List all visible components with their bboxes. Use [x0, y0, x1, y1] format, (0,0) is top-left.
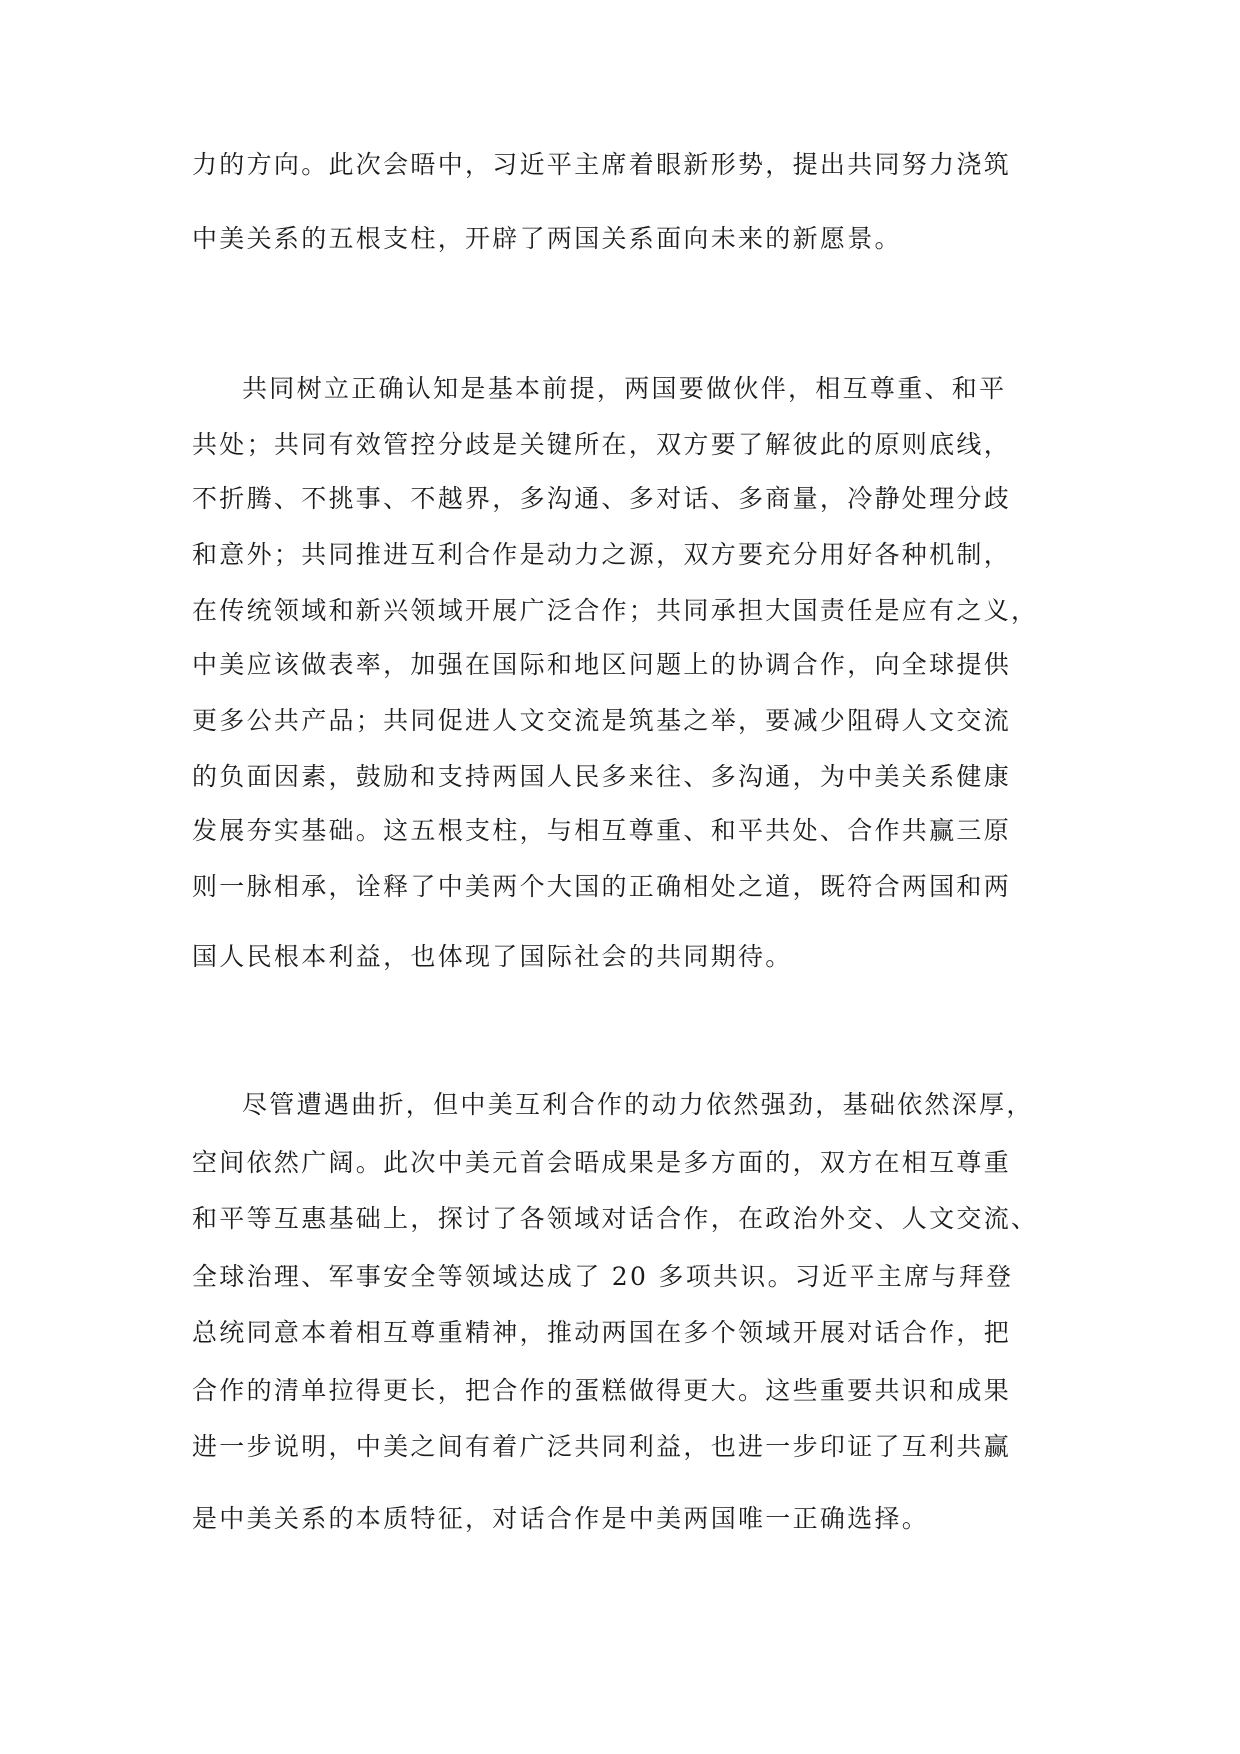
- text-line: 更多公共产品；共同促进人文交流是筑基之举，要减少阻碍人文交流: [192, 706, 1012, 735]
- text-line: 是中美关系的本质特征，对话合作是中美两国唯一正确选择。: [192, 1504, 930, 1533]
- text-line: 中美应该做表率，加强在国际和地区问题上的协调合作，向全球提供: [192, 650, 1012, 679]
- text-line: 发展夯实基础。这五根支柱，与相互尊重、和平共处、合作共赢三原: [192, 816, 1012, 845]
- text-line: 则一脉相承，诠释了中美两个大国的正确相处之道，既符合两国和两: [192, 872, 1012, 901]
- text-line: 空间依然广阔。此次中美元首会晤成果是多方面的，双方在相互尊重: [192, 1148, 1012, 1177]
- text-line: 共同树立正确认知是基本前提，两国要做伙伴，相互尊重、和平: [242, 374, 1007, 403]
- text-line: 全球治理、军事安全等领域达成了 20 多项共识。习近平主席与拜登: [192, 1262, 1014, 1291]
- text-line: 尽管遭遇曲折，但中美互利合作的动力依然强劲，基础依然深厚，: [242, 1090, 1034, 1119]
- text-line: 和平等互惠基础上，探讨了各领域对话合作，在政治外交、人文交流、: [192, 1204, 1039, 1233]
- text-line: 在传统领域和新兴领域开展广泛合作；共同承担大国责任是应有之义，: [192, 596, 1039, 625]
- text-line: 总统同意本着相互尊重精神，推动两国在多个领域开展对话合作，把: [192, 1318, 1012, 1347]
- text-line: 国人民根本利益，也体现了国际社会的共同期待。: [192, 942, 793, 971]
- text-line: 的负面因素，鼓励和支持两国人民多来往、多沟通，为中美关系健康: [192, 762, 1012, 791]
- text-line: 进一步说明，中美之间有着广泛共同利益，也进一步印证了互利共赢: [192, 1432, 1012, 1461]
- text-line: 和意外；共同推进互利合作是动力之源，双方要充分用好各种机制，: [192, 540, 1012, 569]
- text-line: 共处；共同有效管控分歧是关键所在，双方要了解彼此的原则底线，: [192, 430, 1012, 459]
- text-line: 合作的清单拉得更长，把合作的蛋糕做得更大。这些重要共识和成果: [192, 1376, 1012, 1405]
- text-line: 力的方向。此次会晤中，习近平主席着眼新形势，提出共同努力浇筑: [192, 150, 1012, 179]
- text-line: 不折腾、不挑事、不越界，多沟通、多对话、多商量，冷静处理分歧: [192, 484, 1012, 513]
- text-line: 中美关系的五根支柱，开辟了两国关系面向未来的新愿景。: [192, 224, 902, 253]
